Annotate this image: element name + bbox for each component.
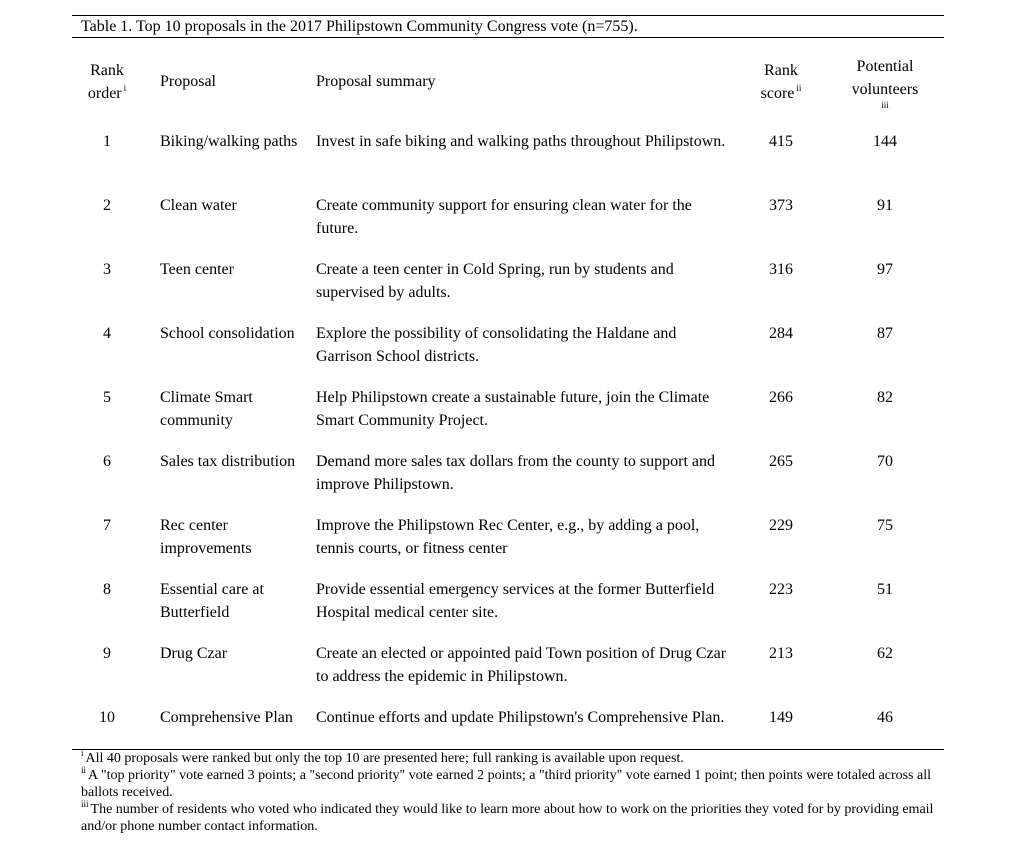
results-table-document [72, 15, 944, 835]
table-row [72, 189, 944, 253]
cell-volunteers: 70 [877, 453, 893, 470]
header-potential-volunteers [826, 38, 944, 125]
table-row [72, 317, 944, 381]
header-rank-order [72, 38, 142, 125]
cell-score: 213 [769, 645, 793, 662]
cell-summary: Create an elected or appointed paid Town position of Drug Czar to address the epidemic in Philipstown. [316, 645, 727, 685]
cell-rank: 3 [103, 261, 111, 278]
footnote-i [81, 750, 944, 767]
cell-score: 265 [769, 453, 793, 470]
cell-score: 316 [769, 261, 793, 278]
cell-rank: 2 [103, 197, 111, 214]
footnote-text: A "top priority" vote earned 3 points; a "second priority" vote earned 2 points; a "third priority" vote earned 1 point; then points were totaled across all ballots received. [81, 768, 931, 800]
cell-proposal: Essential care at Butterfield [160, 581, 264, 621]
table-row [72, 701, 944, 749]
cell-rank: 1 [103, 133, 111, 150]
cell-summary: Invest in safe biking and walking paths throughout Philipstown. [316, 133, 726, 150]
footnote-mark-iii: iii [881, 99, 889, 110]
header-proposal-summary: Proposal summary [316, 73, 436, 90]
footnote-iii [81, 801, 944, 835]
cell-summary: Continue efforts and update Philipstown's Comprehensive Plan. [316, 709, 725, 726]
cell-volunteers: 144 [873, 133, 897, 150]
table-footnotes [72, 750, 944, 835]
cell-proposal: Teen center [160, 261, 234, 278]
cell-summary: Explore the possibility of consolidating the Haldane and Garrison School districts. [316, 325, 677, 365]
footnote-mark: i [81, 748, 84, 759]
header-rank-order-line2: order [87, 84, 122, 102]
cell-rank: 6 [103, 453, 111, 470]
header-rank-score [736, 38, 826, 125]
table-caption: Table 1. Top 10 proposals in the 2017 Philipstown Community Congress vote (n=755). [81, 18, 638, 35]
cell-score: 229 [769, 517, 793, 534]
cell-volunteers: 62 [877, 645, 893, 662]
cell-summary: Help Philipstown create a sustainable future, join the Climate Smart Community Project. [316, 389, 710, 429]
footnote-text: All 40 proposals were ranked but only the top 10 are presented here; full ranking is available upon request. [85, 751, 684, 766]
cell-proposal: Rec center improvements [160, 517, 252, 557]
cell-proposal: Clean water [160, 197, 237, 214]
header-volunteers-line2: volunteers [851, 80, 919, 98]
cell-volunteers: 75 [877, 517, 893, 534]
header-rank-score-line1: Rank [764, 61, 798, 79]
cell-summary: Provide essential emergency services at the former Butterfield Hospital medical center site. [316, 581, 715, 621]
cell-proposal: Climate Smart community [160, 389, 253, 429]
footnote-mark-ii: ii [796, 83, 802, 94]
footnote-text: The number of residents who voted who indicated they would like to learn more about how to work on the priorities they voted for by providing email and/or phone number contact information. [81, 802, 934, 834]
cell-score: 223 [769, 581, 793, 598]
cell-score: 149 [769, 709, 793, 726]
footnote-mark-i: i [123, 83, 127, 94]
cell-proposal: Sales tax distribution [160, 453, 296, 470]
table-row [72, 381, 944, 445]
cell-volunteers: 91 [877, 197, 893, 214]
header-proposal: Proposal [160, 73, 216, 90]
cell-volunteers: 51 [877, 581, 893, 598]
proposals-table [72, 38, 944, 749]
cell-volunteers: 97 [877, 261, 893, 278]
table-row [72, 509, 944, 573]
cell-proposal: Biking/walking paths [160, 133, 298, 150]
cell-score: 266 [769, 389, 793, 406]
cell-proposal: Drug Czar [160, 645, 228, 662]
cell-volunteers: 82 [877, 389, 893, 406]
footnote-mark: ii [81, 765, 87, 776]
cell-summary: Create a teen center in Cold Spring, run by students and supervised by adults. [316, 261, 674, 301]
table-row [72, 637, 944, 701]
cell-rank: 5 [103, 389, 111, 406]
header-volunteers-line1: Potential [856, 57, 914, 75]
cell-summary: Demand more sales tax dollars from the county to support and improve Philipstown. [316, 453, 716, 493]
cell-summary: Create community support for ensuring clean water for the future. [316, 197, 692, 237]
cell-proposal: School consolidation [160, 325, 295, 342]
table-row [72, 573, 944, 637]
cell-score: 373 [769, 197, 793, 214]
cell-score: 415 [769, 133, 793, 150]
table-row [72, 125, 944, 189]
cell-volunteers: 87 [877, 325, 893, 342]
cell-rank: 10 [99, 709, 115, 726]
header-rank-order-line1: Rank [90, 61, 124, 79]
cell-rank: 9 [103, 645, 111, 662]
cell-score: 284 [769, 325, 793, 342]
footnote-mark: iii [81, 799, 89, 810]
cell-rank: 4 [103, 325, 111, 342]
table-header-row [72, 38, 944, 125]
cell-proposal: Comprehensive Plan [160, 709, 293, 726]
cell-summary: Improve the Philipstown Rec Center, e.g., by adding a pool, tennis courts, or fitness center [316, 517, 700, 557]
table-row [72, 445, 944, 509]
cell-rank: 7 [103, 517, 111, 534]
table-row [72, 253, 944, 317]
cell-volunteers: 46 [877, 709, 893, 726]
header-rank-score-line2: score [760, 84, 795, 102]
footnote-ii [81, 767, 944, 801]
cell-rank: 8 [103, 581, 111, 598]
